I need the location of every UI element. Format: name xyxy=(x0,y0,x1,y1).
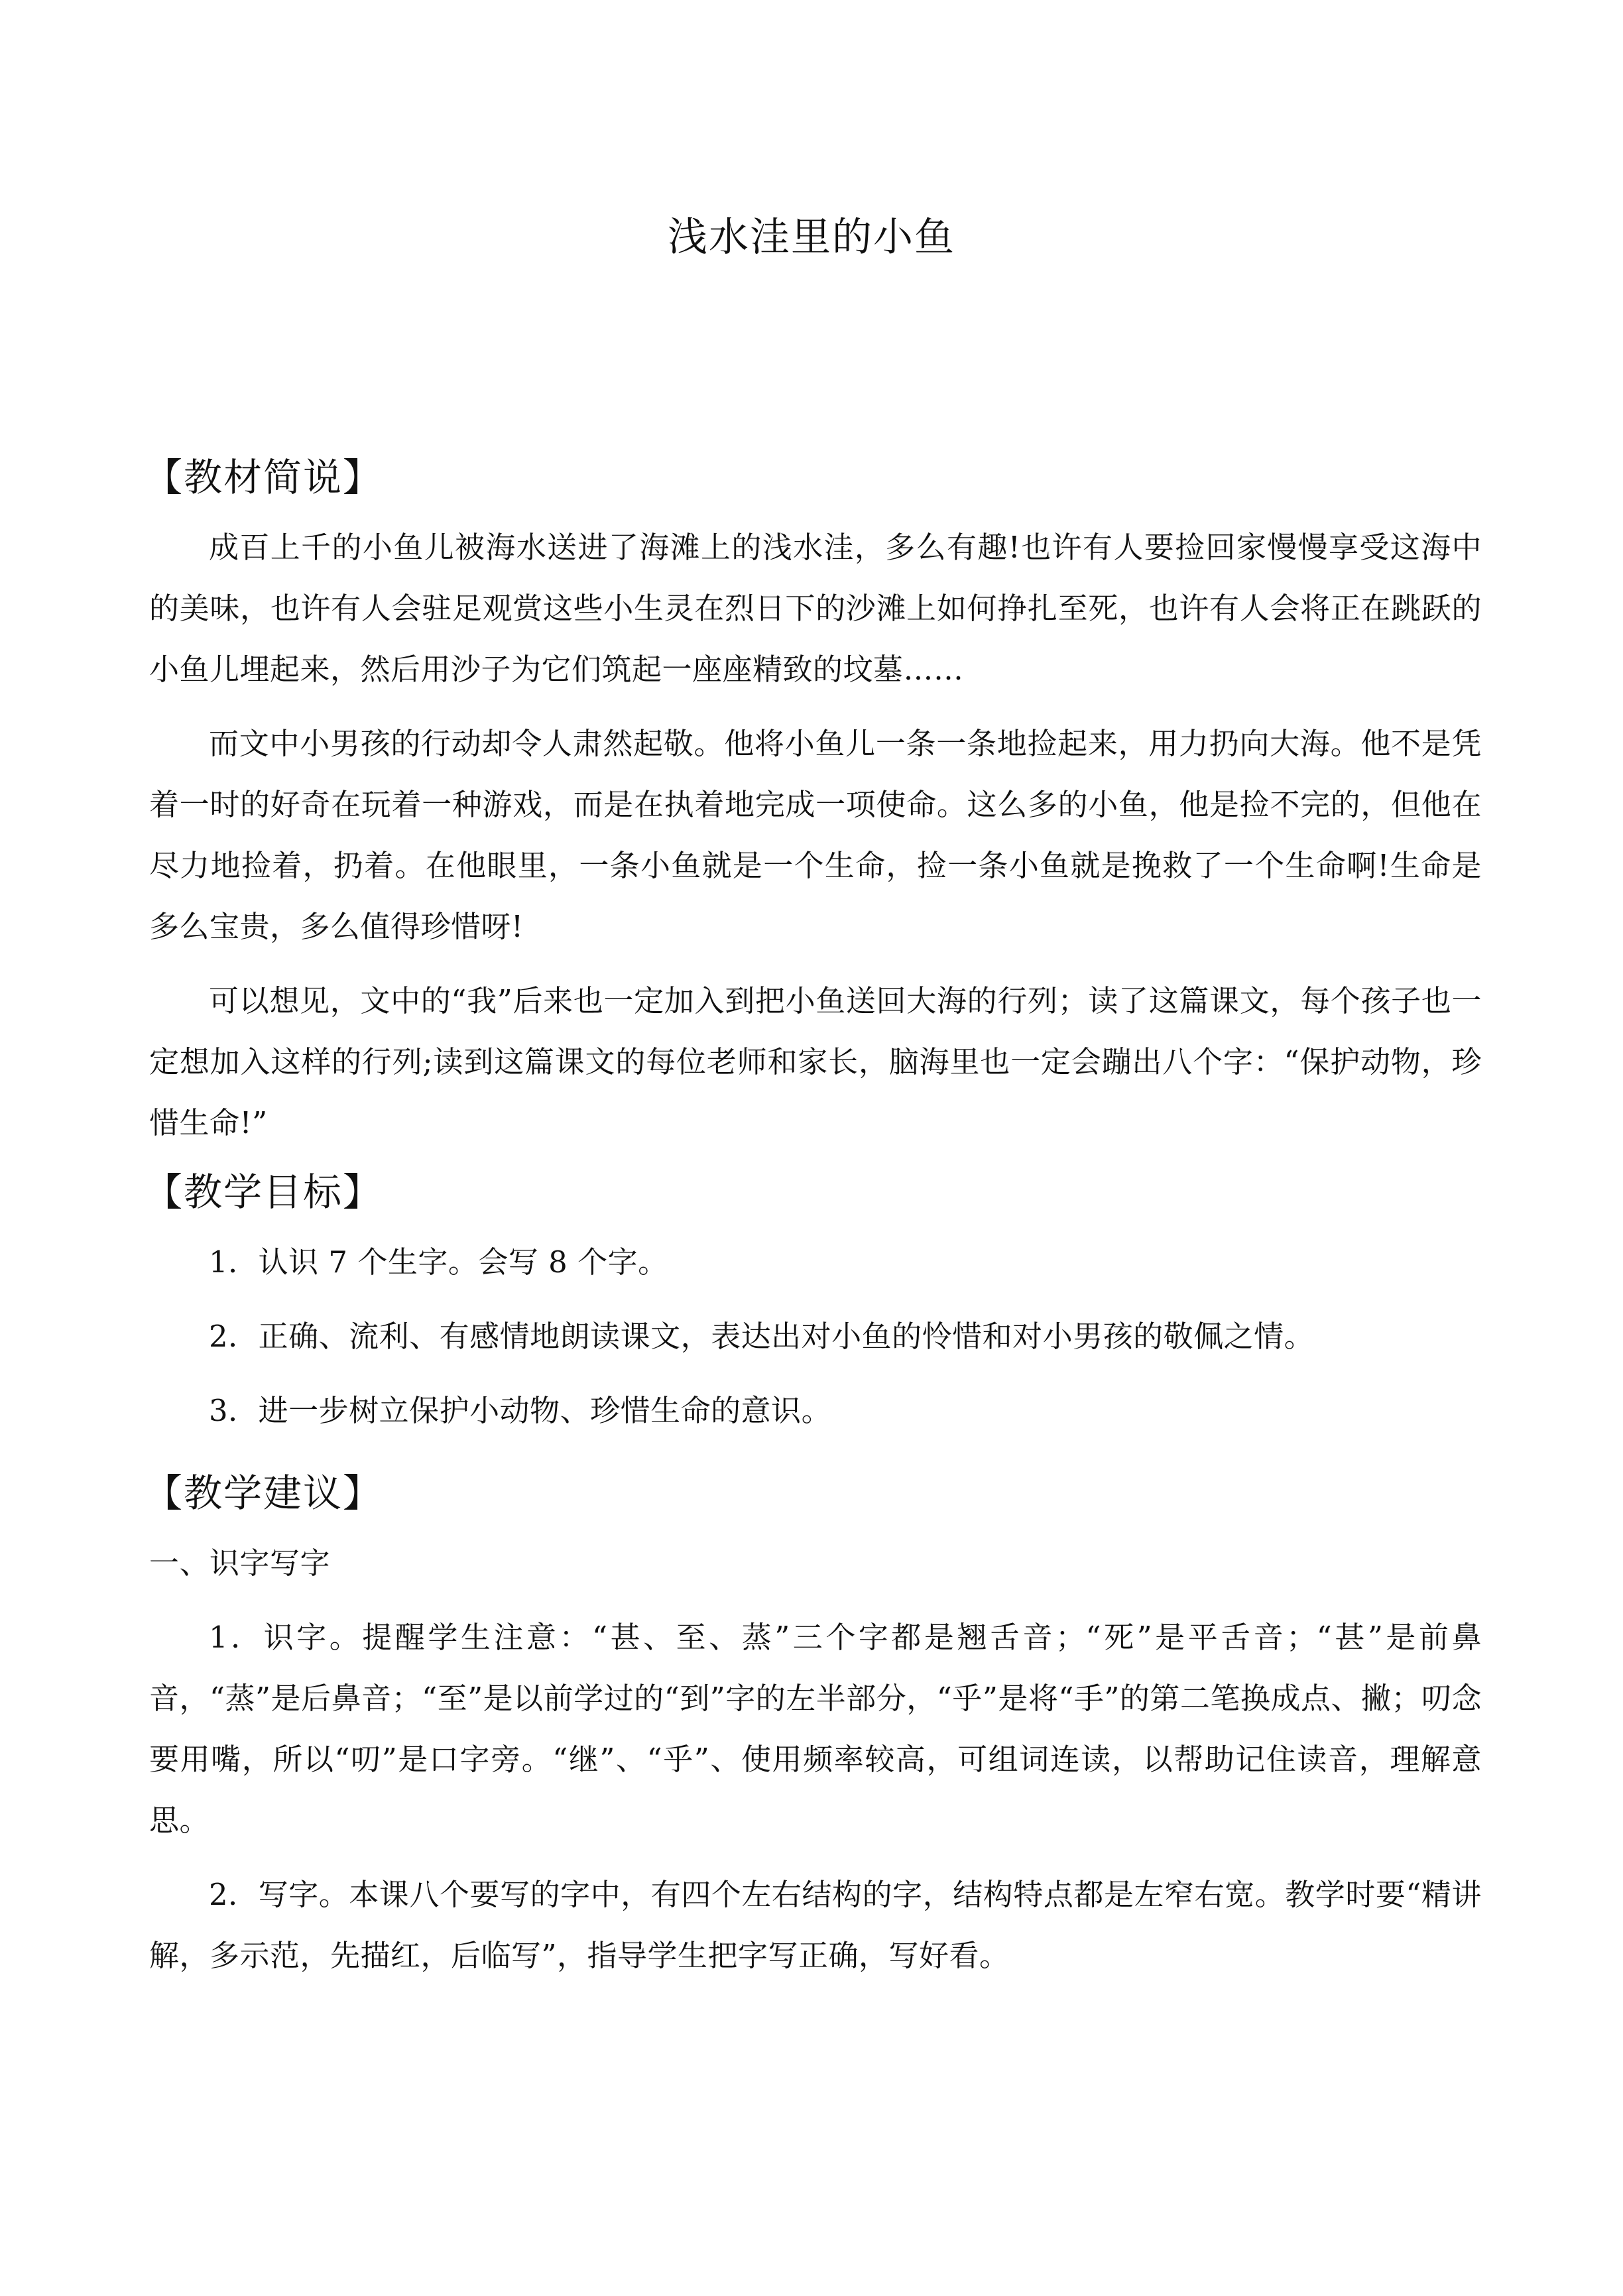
section-teaching-suggestions xyxy=(144,1467,1482,1986)
list-item: 1．认识 7 个生字。会写 8 个字。 xyxy=(209,1244,668,1280)
paragraph: 而文中小男孩的行动却令人肃然起敬。他将小鱼儿一条一条地捡起来，用力扔向大海。他不是凭着一时的好奇在玩着一种游戏，而是在执着地完成一项使命。这么多的小鱼，他是捡不完的，但他在尽力地捡着，扔着。在他眼里，一条小鱼就是一个生命，捡一条小鱼就是挽救了一个生命啊!生命是多么宝贵，多么值得珍惜呀! xyxy=(149,726,1482,944)
section-heading: 【教学建议】 xyxy=(144,1471,383,1516)
section-heading: 【教学目标】 xyxy=(144,1170,383,1215)
paragraph: 2．写字。本课八个要写的字中，有四个左右结构的字，结构特点都是左窄右宽。教学时要“精讲解，多示范，先描红，后临写”，指导学生把字写正确，写好看。 xyxy=(149,1877,1482,1973)
list-item: 3．进一步树立保护小动物、珍惜生命的意识。 xyxy=(209,1393,832,1428)
list-item: 2．正确、流利、有感情地朗读课文，表达出对小鱼的怜惜和对小男孩的敬佩之情。 xyxy=(209,1319,1315,1354)
paragraph: 成百上千的小鱼儿被海水送进了海滩上的浅水洼，多么有趣!也许有人要捡回家慢慢享受这海中的美味，也许有人会驻足观赏这些小生灵在烈日下的沙滩上如何挣扎至死，也许有人会将正在跳跃的小鱼儿埋起来，然后用沙子为它们筑起一座座精致的坟墓…… xyxy=(149,530,1482,687)
paragraph: 1．识字。提醒学生注意：“甚、至、蒸”三个字都是翘舌音；“死”是平舌音；“甚”是前鼻音，“蒸”是后鼻音；“至”是以前学过的“到”字的左半部分，“乎”是将“手”的第二笔换成点、撇；叨念要用嘴，所以“叨”是口字旁。“继”、“乎”、使用频率较高，可组词连读，以帮助记住读音，理解意思。 xyxy=(149,1620,1482,1838)
sub-heading: 一、识字写字 xyxy=(149,1545,331,1581)
document-body xyxy=(144,451,1482,1998)
page-title: 浅水洼里的小鱼 xyxy=(668,214,955,261)
section-textbook-overview xyxy=(144,451,1482,1154)
section-teaching-goals xyxy=(144,1166,1482,1455)
section-heading: 【教材简说】 xyxy=(144,455,383,500)
paragraph: 可以想见，文中的“我”后来也一定加入到把小鱼送回大海的行列；读了这篇课文，每个孩子也一定想加入这样的行列;读到这篇课文的每位老师和家长，脑海里也一定会蹦出八个字：“保护动物，珍惜生命!” xyxy=(149,983,1482,1140)
